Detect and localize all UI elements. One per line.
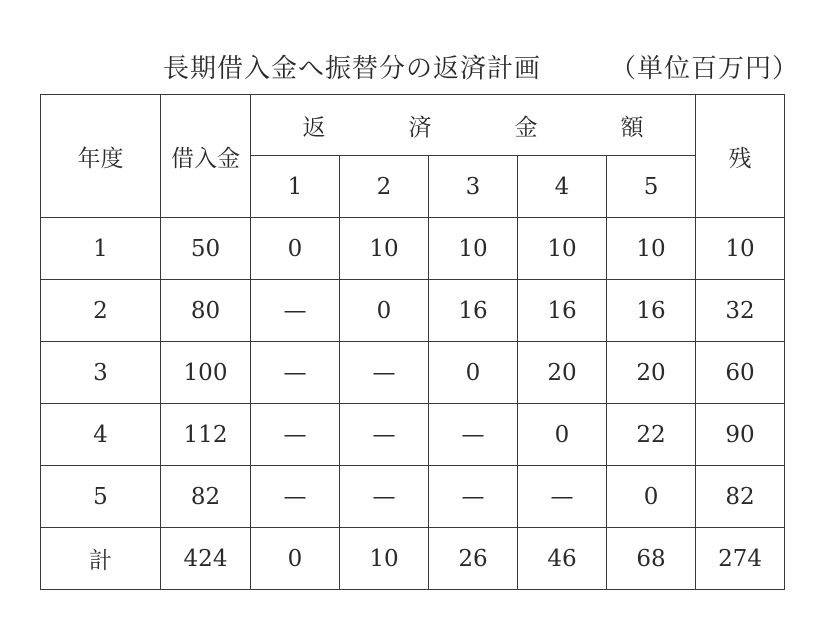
repayment-cell: 0 [429,342,518,404]
header-repayment-year: 4 [518,156,607,218]
repayment-cell: — [518,466,607,528]
repayment-cell: 20 [518,342,607,404]
header-repayment-year: 1 [251,156,340,218]
repayment-cell: — [429,404,518,466]
header-borrowing: 借入金 [161,95,251,218]
repayment-cell: 0 [251,218,340,280]
balance-cell: 82 [696,466,785,528]
repayment-cell: — [251,466,340,528]
header-repayment-group: 返 済 金 額 [251,95,696,156]
repayment-cell: — [251,280,340,342]
borrowing-cell: 112 [161,404,251,466]
borrowing-cell: 50 [161,218,251,280]
repayment-cell: 0 [340,280,429,342]
total-repayment-cell: 26 [429,528,518,590]
total-balance: 274 [696,528,785,590]
year-cell: 5 [41,466,161,528]
repayment-cell: 10 [607,218,696,280]
balance-cell: 60 [696,342,785,404]
repayment-cell: — [251,342,340,404]
repayment-cell: 20 [607,342,696,404]
repayment-cell: — [340,342,429,404]
page-title: 長期借入金へ振替分の返済計画 [163,54,542,84]
total-repayment-cell: 10 [340,528,429,590]
table-row [41,342,785,404]
repayment-cell: — [251,404,340,466]
repayment-cell: — [429,466,518,528]
total-repayment-cell: 68 [607,528,696,590]
repayment-cell: 16 [518,280,607,342]
header-repayment-year: 5 [607,156,696,218]
header-repayment-year: 2 [340,156,429,218]
borrowing-cell: 82 [161,466,251,528]
total-row [41,528,785,590]
header-balance: 残 [696,95,785,218]
balance-cell: 90 [696,404,785,466]
repayment-cell: 10 [518,218,607,280]
year-cell: 1 [41,218,161,280]
borrowing-cell: 100 [161,342,251,404]
table-row [41,218,785,280]
repayment-cell: 16 [607,280,696,342]
year-cell: 3 [41,342,161,404]
table-row [41,466,785,528]
total-repayment-cell: 46 [518,528,607,590]
repayment-cell: 16 [429,280,518,342]
repayment-cell: 10 [340,218,429,280]
borrowing-cell: 80 [161,280,251,342]
repayment-cell: 10 [429,218,518,280]
repayment-cell: 0 [518,404,607,466]
total-label: 計 [41,528,161,590]
table-row [41,404,785,466]
year-cell: 2 [41,280,161,342]
header-row [41,95,785,156]
header-year: 年度 [41,95,161,218]
repayment-cell: 0 [607,466,696,528]
table-row [41,280,785,342]
repayment-cell: — [340,466,429,528]
title-row [0,48,820,88]
unit-note: （単位百万円） [610,54,800,84]
total-borrowing: 424 [161,528,251,590]
repayment-cell: — [340,404,429,466]
header-repayment-year: 3 [429,156,518,218]
total-repayment-cell: 0 [251,528,340,590]
balance-cell: 10 [696,218,785,280]
balance-cell: 32 [696,280,785,342]
repayment-plan-table [40,94,785,590]
repayment-cell: 22 [607,404,696,466]
year-cell: 4 [41,404,161,466]
